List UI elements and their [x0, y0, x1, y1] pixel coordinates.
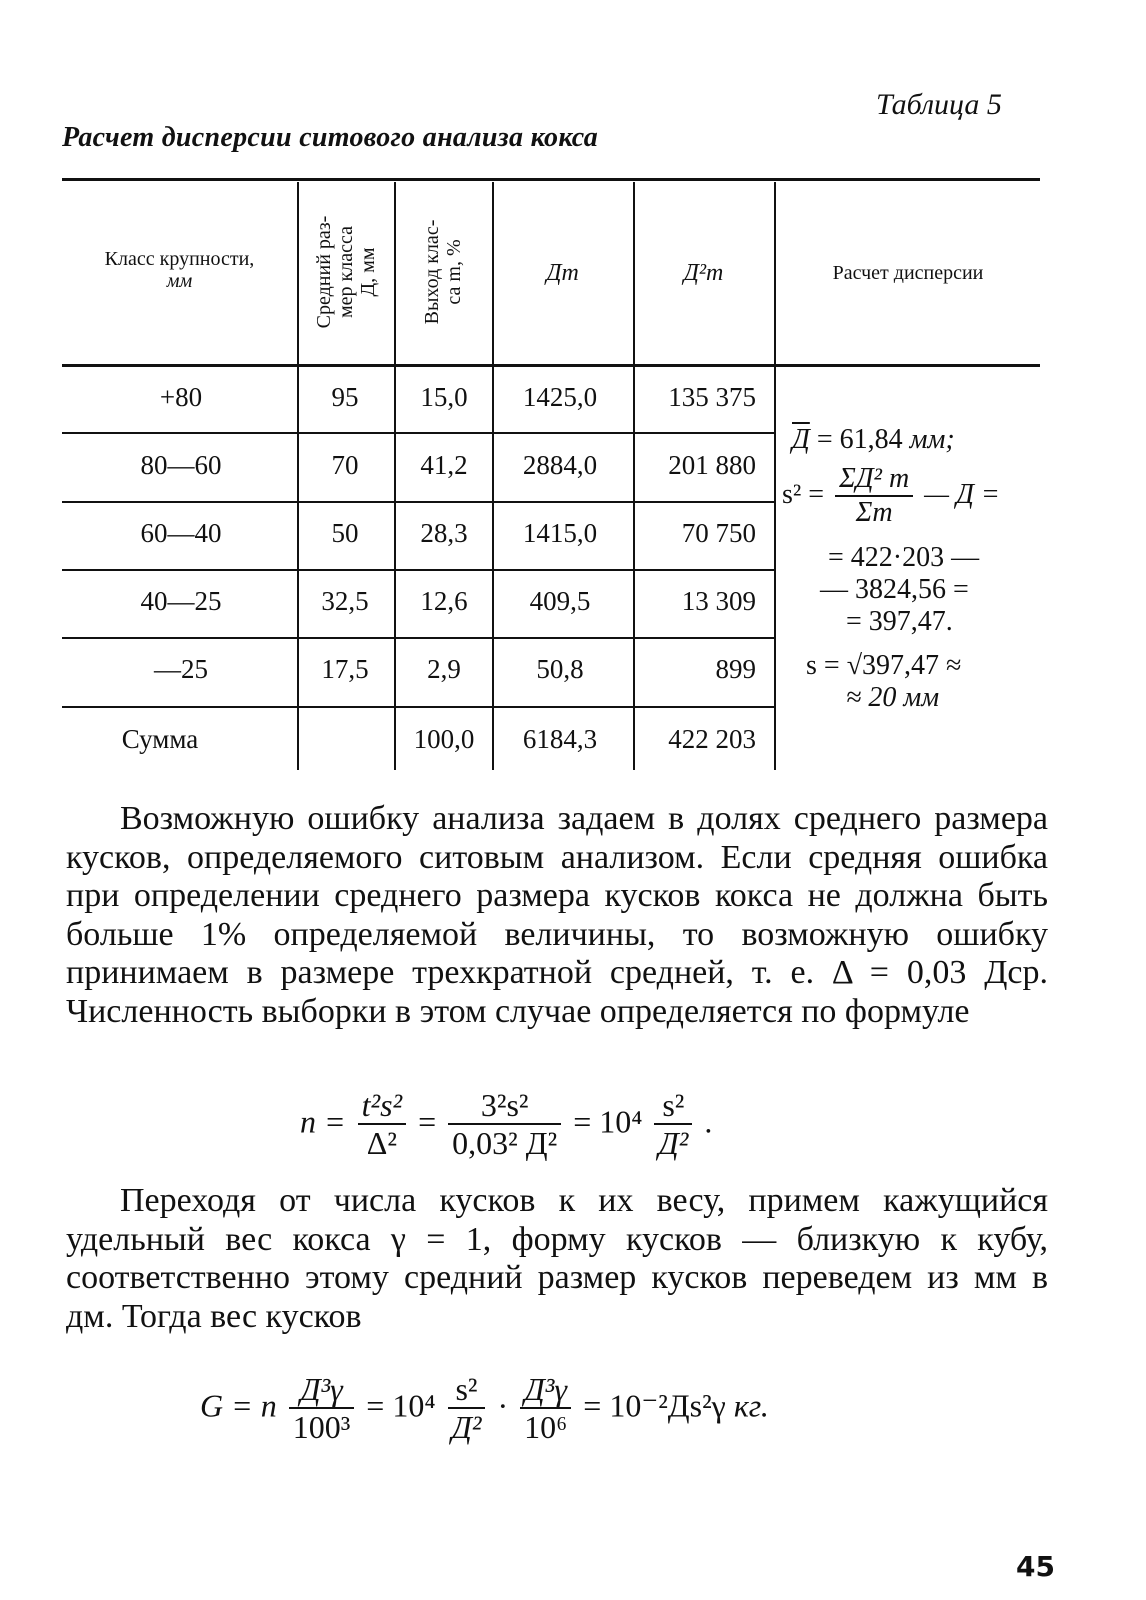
- cell-avg-size: 70: [331, 450, 359, 480]
- table-title: Расчет дисперсии ситового анализа кокса: [62, 122, 599, 153]
- paragraph-1: Возможную ошибку анализа задаем в долях среднего размера кусков, определяемого ситовым анализом. Если средняя ошибка при определении среднего размера кусков кокса не должна быть больше 1% определяемой величины, то возможную ошибку принимаем в размере трехкратной средней, т. е. Δ = 0,03 Дср. Численность выборки в этом случае определяется по формуле: [66, 800, 1048, 1030]
- page-number: 45: [1016, 1550, 1055, 1583]
- formula-sample-size: n = $\frac{\text{t²s²}}{\text{Δ²}}$ = $\frac{\text{3²s²}}{\text{0,03² Д²}}$ = 10⁴ $\frac{\text{s²}}{\text{Д²}}$ .: [300, 1087, 713, 1162]
- row-rule: [62, 706, 776, 708]
- cell-yield: 41,2: [420, 450, 468, 480]
- dispersion-line3: = 422·203 —: [828, 542, 980, 573]
- cell-avg-size: 50: [331, 518, 359, 548]
- table-label: Таблица 5: [876, 88, 1002, 121]
- cell-class-sum: Сумма: [121, 724, 199, 754]
- cell-yield: 100,0: [413, 724, 475, 754]
- cell-dm: 2884,0: [522, 450, 598, 480]
- cell-dm: 50,8: [536, 654, 584, 684]
- cell-dm: 6184,3: [522, 724, 598, 754]
- cell-yield: 2,9: [427, 654, 461, 684]
- cell-d2m: 201 880: [668, 450, 756, 480]
- dispersion-mean: Д = 61,84 мм;: [792, 424, 955, 455]
- paragraph-2: Переходя от числа кусков к их весу, примем кажущийся удельный вес кокса γ = 1, форму кусков — близкую к кубу, соответственно этому средний размер кусков переведем из мм в дм. Тогда вес кусков: [66, 1182, 1048, 1335]
- table-header-rule: [62, 364, 1040, 367]
- column-divider: [394, 182, 396, 770]
- cell-yield: 12,6: [420, 586, 468, 616]
- cell-d2m: 13 309: [681, 586, 756, 616]
- cell-avg-size: 32,5: [321, 586, 369, 616]
- cell-class: +80: [159, 382, 203, 412]
- header-class: Класс крупности, мм: [104, 248, 255, 292]
- dispersion-s: s = √397,47 ≈: [806, 650, 962, 681]
- cell-yield: 15,0: [420, 382, 468, 412]
- header-d2m: Д²m: [683, 260, 724, 286]
- dispersion-line5: = 397,47.: [846, 606, 953, 637]
- dispersion-formula: s² = $\frac{\text{ΣД² m}}{\Sigma m}$ — Д =: [782, 463, 1000, 528]
- header-dm: Дm: [546, 260, 579, 286]
- dispersion-s-result: ≈ 20 мм: [846, 682, 940, 713]
- cell-avg-size: 95: [331, 382, 359, 412]
- cell-yield: 28,3: [420, 518, 468, 548]
- formula-weight: G = n $\frac{\text{Д³γ}}{\text{100³}}$ = 10⁴ $\frac{\text{s²}}{\text{Д²}}$ · $\frac{\text{Д³γ}}{\text{10⁶}}$ = 10⁻²Дs²γ кг.: [200, 1371, 769, 1446]
- header-dispersion: Расчет дисперсии: [832, 262, 984, 284]
- header-yield: Выход клас- са m, %: [421, 219, 465, 325]
- cell-dm: 1425,0: [522, 382, 598, 412]
- row-rule: [62, 432, 776, 434]
- row-rule: [62, 637, 776, 639]
- cell-class: 60—40: [140, 518, 222, 548]
- dispersion-line4: — 3824,56 =: [820, 574, 969, 605]
- cell-class: —25: [154, 654, 208, 684]
- row-rule: [62, 501, 776, 503]
- cell-avg-size: 17,5: [321, 654, 369, 684]
- cell-d2m: 422 203: [668, 724, 756, 754]
- cell-dm: 409,5: [529, 586, 591, 616]
- table-top-rule: [62, 178, 1040, 181]
- column-divider: [297, 182, 299, 770]
- cell-dm: 1415,0: [522, 518, 598, 548]
- row-rule: [62, 569, 776, 571]
- cell-d2m: 899: [715, 654, 756, 684]
- cell-class: 40—25: [140, 586, 222, 616]
- cell-d2m: 70 750: [681, 518, 756, 548]
- header-avg-size: Средний раз- мер класса Д, мм: [313, 215, 379, 329]
- cell-d2m: 135 375: [668, 382, 756, 412]
- cell-class: 80—60: [140, 450, 222, 480]
